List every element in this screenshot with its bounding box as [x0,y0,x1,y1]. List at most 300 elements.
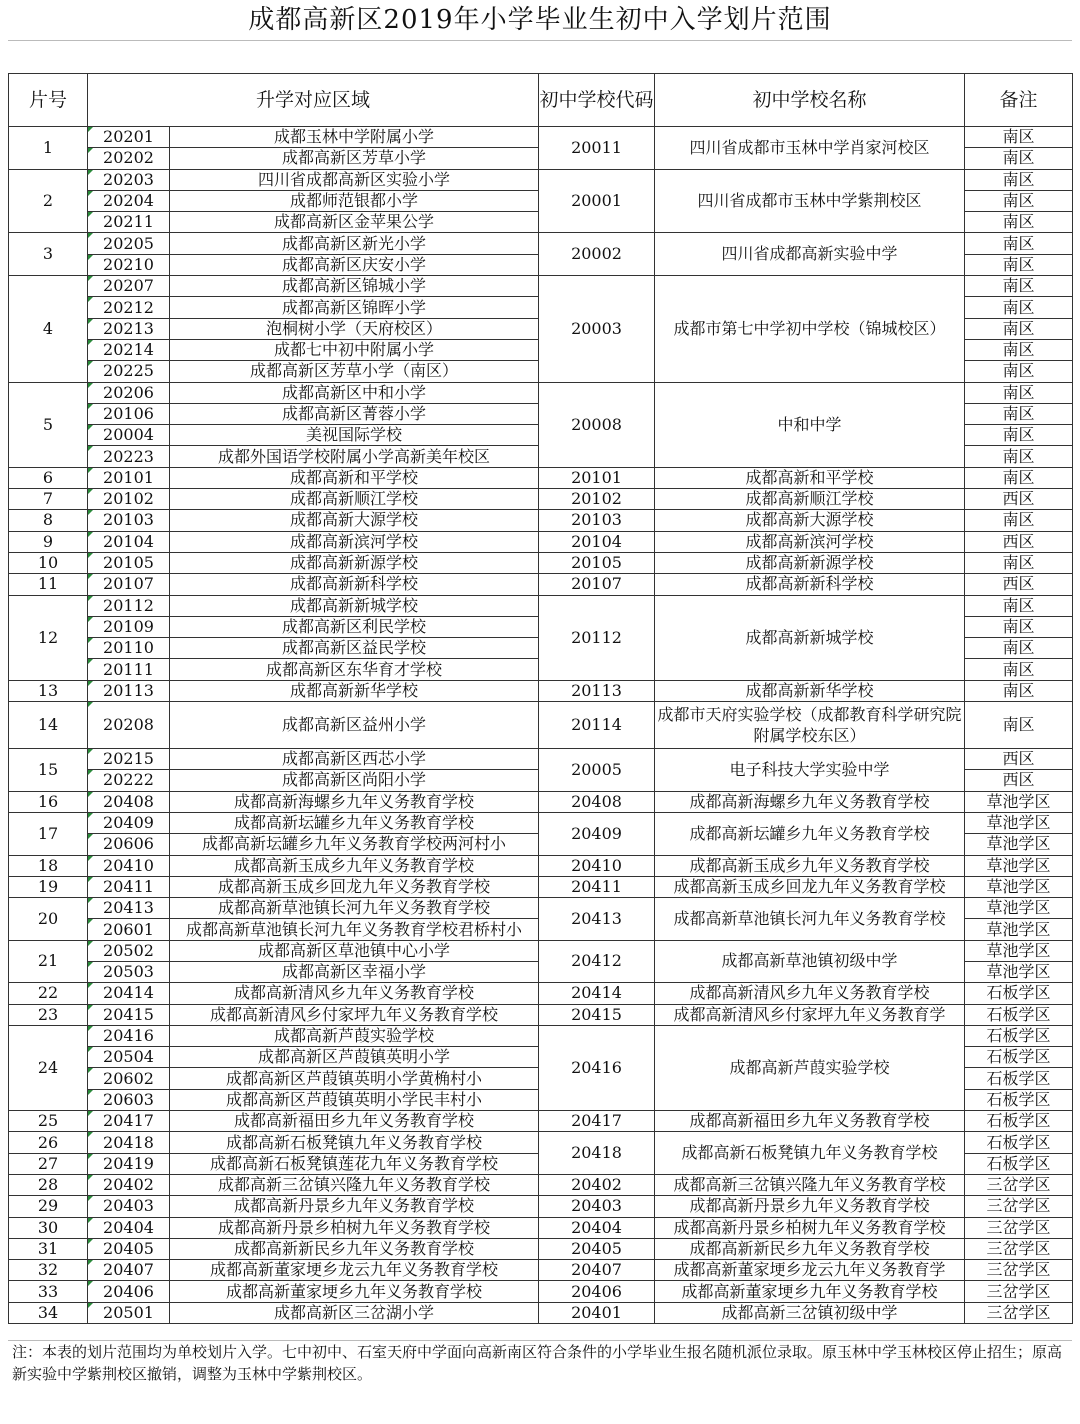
district-note: 石板学区 [965,1068,1073,1089]
middle-school-code: 20103 [539,510,655,531]
primary-school-name: 成都高新区芳草小学 [170,148,539,169]
primary-school-name: 成都高新新民乡九年义务教育学校 [170,1238,539,1259]
district-note: 石板学区 [965,1111,1073,1132]
middle-school-code: 20112 [539,595,655,680]
primary-school-code: 20409 [88,812,170,833]
primary-school-name: 成都高新玉成乡九年义务教育学校 [170,855,539,876]
primary-school-code: 20101 [88,467,170,488]
primary-school-name: 成都高新丹景乡九年义务教育学校 [170,1196,539,1217]
district-note: 石板学区 [965,1089,1073,1110]
table-row [9,855,1073,876]
district-note: 草池学区 [965,855,1073,876]
primary-school-name: 成都高新区三岔湖小学 [170,1302,539,1323]
middle-school-code: 20403 [539,1196,655,1217]
district-note: 南区 [965,212,1073,233]
table-row [9,876,1073,897]
middle-school-code: 20102 [539,489,655,510]
district-note: 南区 [965,361,1073,382]
table-row [9,749,1073,770]
primary-school-name: 成都高新区西芯小学 [170,749,539,770]
table-row [9,1281,1073,1302]
middle-school-name: 成都高新滨河学校 [655,531,965,552]
district-note: 石板学区 [965,983,1073,1004]
zone-number: 26 [9,1132,88,1153]
middle-school-code: 20414 [539,983,655,1004]
primary-school-name: 成都高新区芳草小学（南区） [170,361,539,382]
primary-school-code: 20603 [88,1089,170,1110]
district-note: 草池学区 [965,791,1073,812]
header-row [9,74,1073,127]
district-note: 三岔学区 [965,1281,1073,1302]
primary-school-code: 20601 [88,919,170,940]
district-note: 西区 [965,574,1073,595]
primary-school-code: 20404 [88,1217,170,1238]
middle-school-code: 20408 [539,791,655,812]
middle-school-name: 成都高新草池镇长河九年义务教育学校 [655,898,965,941]
primary-school-name: 成都高新区草池镇中心小学 [170,940,539,961]
table-row [9,1196,1073,1217]
primary-school-code: 20105 [88,552,170,573]
primary-school-code: 20110 [88,638,170,659]
primary-school-code: 20214 [88,339,170,360]
primary-school-name: 成都高新大源学校 [170,510,539,531]
table-row [9,1238,1073,1259]
district-note: 石板学区 [965,1047,1073,1068]
table-row [9,1302,1073,1323]
primary-school-code: 20225 [88,361,170,382]
primary-school-name: 成都高新董家埂乡龙云九年义务教育学校 [170,1260,539,1281]
district-note: 三岔学区 [965,1260,1073,1281]
primary-school-code: 20211 [88,212,170,233]
primary-school-code: 20004 [88,425,170,446]
header-area: 升学对应区域 [88,74,539,127]
zone-number: 24 [9,1025,88,1110]
district-note: 南区 [965,276,1073,297]
district-note: 三岔学区 [965,1174,1073,1195]
primary-school-code: 20203 [88,169,170,190]
primary-school-name: 成都高新区锦城小学 [170,276,539,297]
table-row [9,898,1073,919]
primary-school-name: 成都七中初中附属小学 [170,339,539,360]
middle-school-code: 20405 [539,1238,655,1259]
primary-school-code: 20419 [88,1153,170,1174]
district-note: 南区 [965,318,1073,339]
primary-school-name: 成都高新区益州小学 [170,702,539,749]
middle-school-code: 20104 [539,531,655,552]
header-middle-name: 初中学校名称 [655,74,965,127]
primary-school-code: 20411 [88,876,170,897]
middle-school-name: 中和中学 [655,382,965,467]
zone-number: 34 [9,1302,88,1323]
district-note: 南区 [965,552,1073,573]
middle-school-code: 20011 [539,127,655,170]
primary-school-code: 20410 [88,855,170,876]
middle-school-name: 成都高新新城学校 [655,595,965,680]
table-row [9,233,1073,254]
primary-school-code: 20202 [88,148,170,169]
primary-school-name: 成都高新区芦葭镇英明小学民丰村小 [170,1089,539,1110]
middle-school-name: 成都高新新科学校 [655,574,965,595]
zone-number: 17 [9,812,88,855]
zone-number: 7 [9,489,88,510]
primary-school-code: 20403 [88,1196,170,1217]
primary-school-code: 20204 [88,190,170,211]
primary-school-name: 成都高新滨河学校 [170,531,539,552]
primary-school-code: 20417 [88,1111,170,1132]
primary-school-code: 20210 [88,254,170,275]
page-title: 成都高新区2019年小学毕业生初中入学划片范围 [8,0,1072,41]
primary-school-code: 20414 [88,983,170,1004]
table-row [9,983,1073,1004]
middle-school-name: 成都高新顺江学校 [655,489,965,510]
middle-school-code: 20417 [539,1111,655,1132]
middle-school-name: 成都市第七中学初中学校（锦城校区） [655,276,965,382]
district-note: 草池学区 [965,812,1073,833]
district-note: 南区 [965,297,1073,318]
middle-school-name: 四川省成都市玉林中学肖家河校区 [655,127,965,170]
district-note: 南区 [965,702,1073,749]
zone-number: 9 [9,531,88,552]
primary-school-name: 成都高新坛罐乡九年义务教育学校 [170,812,539,833]
zone-number: 10 [9,552,88,573]
district-note: 三岔学区 [965,1217,1073,1238]
middle-school-code: 20411 [539,876,655,897]
table-row [9,127,1073,148]
primary-school-name: 成都高新区幸福小学 [170,961,539,982]
primary-school-name: 成都高新新城学校 [170,595,539,616]
middle-school-code: 20410 [539,855,655,876]
primary-school-name: 成都高新丹景乡柏树九年义务教育学校 [170,1217,539,1238]
primary-school-code: 20503 [88,961,170,982]
primary-school-name: 成都高新区锦晖小学 [170,297,539,318]
primary-school-code: 20112 [88,595,170,616]
middle-school-code: 20101 [539,467,655,488]
table-row [9,552,1073,573]
district-note: 草池学区 [965,898,1073,919]
primary-school-name: 成都高新区益民学校 [170,638,539,659]
zone-number: 5 [9,382,88,467]
zone-number: 8 [9,510,88,531]
middle-school-name: 成都高新董家埂乡龙云九年义务教育学 [655,1260,965,1281]
table-row [9,1132,1073,1153]
district-note: 南区 [965,169,1073,190]
table-row [9,791,1073,812]
middle-school-name: 成都高新新源学校 [655,552,965,573]
primary-school-name: 成都高新石板凳镇莲花九年义务教育学校 [170,1153,539,1174]
district-note: 草池学区 [965,834,1073,855]
primary-school-code: 20418 [88,1132,170,1153]
primary-school-code: 20215 [88,749,170,770]
district-note: 南区 [965,127,1073,148]
primary-school-code: 20106 [88,403,170,424]
middle-school-code: 20002 [539,233,655,276]
middle-school-code: 20402 [539,1174,655,1195]
middle-school-name: 成都高新石板凳镇九年义务教育学校 [655,1132,965,1175]
middle-school-name: 成都高新玉成乡九年义务教育学校 [655,855,965,876]
primary-school-name: 成都高新福田乡九年义务教育学校 [170,1111,539,1132]
primary-school-code: 20415 [88,1004,170,1025]
zone-number: 1 [9,127,88,170]
primary-school-code: 20208 [88,702,170,749]
zone-number: 27 [9,1153,88,1174]
primary-school-code: 20109 [88,616,170,637]
primary-school-code: 20402 [88,1174,170,1195]
zone-number: 32 [9,1260,88,1281]
header-no: 片号 [9,74,88,127]
primary-school-name: 成都师范银都小学 [170,190,539,211]
zone-number: 3 [9,233,88,276]
zone-number: 14 [9,702,88,749]
primary-school-name: 成都高新区新光小学 [170,233,539,254]
middle-school-code: 20409 [539,812,655,855]
table-row [9,812,1073,833]
table-row [9,382,1073,403]
district-note: 三岔学区 [965,1238,1073,1259]
middle-school-name: 成都高新三岔镇初级中学 [655,1302,965,1323]
middle-school-name: 成都高新和平学校 [655,467,965,488]
table-row [9,531,1073,552]
zone-number: 15 [9,749,88,792]
middle-school-name: 成都高新丹景乡柏树九年义务教育学校 [655,1217,965,1238]
district-note: 南区 [965,233,1073,254]
table-row [9,276,1073,297]
district-note: 西区 [965,489,1073,510]
middle-school-name: 成都高新草池镇初级中学 [655,940,965,983]
zone-number: 12 [9,595,88,680]
header-note: 备注 [965,74,1073,127]
zone-number: 23 [9,1004,88,1025]
zone-number: 13 [9,680,88,701]
table-row [9,1111,1073,1132]
zone-number: 22 [9,983,88,1004]
middle-school-name: 成都高新大源学校 [655,510,965,531]
middle-school-code: 20404 [539,1217,655,1238]
district-note: 南区 [965,446,1073,467]
primary-school-code: 20408 [88,791,170,812]
primary-school-name: 成都高新玉成乡回龙九年义务教育学校 [170,876,539,897]
primary-school-code: 20502 [88,940,170,961]
middle-school-code: 20416 [539,1025,655,1110]
zone-number: 28 [9,1174,88,1195]
middle-school-name: 成都市天府实验学校（成都教育科学研究院附属学校东区） [655,702,965,749]
district-note: 南区 [965,425,1073,446]
primary-school-name: 成都高新海螺乡九年义务教育学校 [170,791,539,812]
primary-school-code: 20602 [88,1068,170,1089]
district-table [8,73,1073,1324]
district-note: 南区 [965,680,1073,701]
primary-school-name: 成都高新清风乡付家坪九年义务教育学校 [170,1004,539,1025]
table-row [9,169,1073,190]
primary-school-name: 成都高新新源学校 [170,552,539,573]
zone-number: 20 [9,898,88,941]
primary-school-name: 成都高新草池镇长河九年义务教育学校 [170,898,539,919]
primary-school-code: 20107 [88,574,170,595]
primary-school-code: 20501 [88,1302,170,1323]
middle-school-name: 四川省成都市玉林中学紫荆校区 [655,169,965,233]
district-note: 南区 [965,595,1073,616]
primary-school-code: 20405 [88,1238,170,1259]
middle-school-name: 成都高新清风乡九年义务教育学校 [655,983,965,1004]
primary-school-name: 成都高新顺江学校 [170,489,539,510]
middle-school-name: 四川省成都高新实验中学 [655,233,965,276]
zone-number: 25 [9,1111,88,1132]
blank-row [8,41,1072,73]
table-row [9,574,1073,595]
primary-school-name: 美视国际学校 [170,425,539,446]
middle-school-name: 成都高新清风乡付家坪九年义务教育学 [655,1004,965,1025]
primary-school-name: 成都高新区庆安小学 [170,254,539,275]
primary-school-name: 成都高新区尚阳小学 [170,770,539,791]
district-note: 三岔学区 [965,1196,1073,1217]
middle-school-name: 成都高新丹景乡九年义务教育学校 [655,1196,965,1217]
middle-school-code: 20003 [539,276,655,382]
zone-number: 6 [9,467,88,488]
middle-school-code: 20005 [539,749,655,792]
table-row [9,489,1073,510]
primary-school-code: 20104 [88,531,170,552]
primary-school-code: 20407 [88,1260,170,1281]
middle-school-name: 成都高新董家埂乡九年义务教育学校 [655,1281,965,1302]
district-note: 草池学区 [965,876,1073,897]
table-row [9,510,1073,531]
primary-school-code: 20102 [88,489,170,510]
primary-school-name: 泡桐树小学（天府校区） [170,318,539,339]
zone-number: 33 [9,1281,88,1302]
middle-school-code: 20412 [539,940,655,983]
district-note: 三岔学区 [965,1302,1073,1323]
middle-school-code: 20107 [539,574,655,595]
zone-number: 30 [9,1217,88,1238]
middle-school-name: 成都高新三岔镇兴隆九年义务教育学校 [655,1174,965,1195]
primary-school-name: 成都高新区芦葭镇英明小学黄桷村小 [170,1068,539,1089]
primary-school-name: 成都高新和平学校 [170,467,539,488]
table-row [9,702,1073,749]
district-note: 南区 [965,510,1073,531]
primary-school-code: 20206 [88,382,170,403]
zone-number: 21 [9,940,88,983]
primary-school-name: 成都高新坛罐乡九年义务教育学校两河村小 [170,834,539,855]
primary-school-code: 20201 [88,127,170,148]
primary-school-name: 成都高新区菁蓉小学 [170,403,539,424]
primary-school-name: 成都高新新华学校 [170,680,539,701]
primary-school-name: 成都高新石板凳镇九年义务教育学校 [170,1132,539,1153]
table-row [9,1025,1073,1046]
primary-school-code: 20103 [88,510,170,531]
header-middle-code: 初中学校代码 [539,74,655,127]
primary-school-code: 20222 [88,770,170,791]
primary-school-code: 20213 [88,318,170,339]
primary-school-code: 20413 [88,898,170,919]
primary-school-code: 20207 [88,276,170,297]
primary-school-name: 成都外国语学校附属小学高新美年校区 [170,446,539,467]
middle-school-code: 20415 [539,1004,655,1025]
middle-school-code: 20001 [539,169,655,233]
primary-school-name: 成都高新新科学校 [170,574,539,595]
district-note: 草池学区 [965,961,1073,982]
district-note: 石板学区 [965,1004,1073,1025]
primary-school-name: 成都高新区芦葭镇英明小学 [170,1047,539,1068]
table-row [9,595,1073,616]
table-row [9,680,1073,701]
primary-school-name: 成都高新芦葭实验学校 [170,1025,539,1046]
spreadsheet [8,0,1072,1385]
primary-school-name: 成都高新区东华育才学校 [170,659,539,680]
middle-school-code: 20401 [539,1302,655,1323]
primary-school-name: 成都高新区金苹果公学 [170,212,539,233]
middle-school-name: 成都高新芦葭实验学校 [655,1025,965,1110]
middle-school-name: 成都高新玉成乡回龙九年义务教育学校 [655,876,965,897]
primary-school-name: 成都玉林中学附属小学 [170,127,539,148]
table-row [9,1260,1073,1281]
zone-number: 11 [9,574,88,595]
table-row [9,940,1073,961]
table-body [9,127,1073,1324]
middle-school-name: 成都高新福田乡九年义务教育学校 [655,1111,965,1132]
district-note: 西区 [965,749,1073,770]
primary-school-code: 20111 [88,659,170,680]
middle-school-code: 20406 [539,1281,655,1302]
primary-school-code: 20205 [88,233,170,254]
middle-school-name: 成都高新新华学校 [655,680,965,701]
district-note: 南区 [965,616,1073,637]
district-note: 南区 [965,382,1073,403]
district-note: 草池学区 [965,940,1073,961]
district-note: 西区 [965,770,1073,791]
middle-school-name: 电子科技大学实验中学 [655,749,965,792]
primary-school-code: 20606 [88,834,170,855]
district-note: 南区 [965,339,1073,360]
zone-number: 31 [9,1238,88,1259]
primary-school-code: 20504 [88,1047,170,1068]
district-note: 南区 [965,659,1073,680]
primary-school-name: 成都高新区中和小学 [170,382,539,403]
district-note: 石板学区 [965,1153,1073,1174]
district-note: 草池学区 [965,919,1073,940]
zone-number: 19 [9,876,88,897]
district-note: 南区 [965,190,1073,211]
primary-school-code: 20223 [88,446,170,467]
district-note: 石板学区 [965,1132,1073,1153]
district-note: 南区 [965,467,1073,488]
table-row [9,1174,1073,1195]
middle-school-code: 20105 [539,552,655,573]
zone-number: 18 [9,855,88,876]
district-note: 南区 [965,403,1073,424]
footnote: 注：本表的划片范围均为单校划片入学。七中初中、石室天府中学面向高新南区符合条件的小学毕业生报名随机派位录取。原玉林中学玉林校区停止招生；原高新实验中学紫荆校区撤销，调整为玉林中学紫荆校区。 [8,1340,1072,1385]
zone-number: 4 [9,276,88,382]
primary-school-code: 20416 [88,1025,170,1046]
primary-school-code: 20113 [88,680,170,701]
primary-school-name: 成都高新三岔镇兴隆九年义务教育学校 [170,1174,539,1195]
district-note: 南区 [965,148,1073,169]
primary-school-name: 成都高新区利民学校 [170,616,539,637]
primary-school-code: 20212 [88,297,170,318]
primary-school-name: 成都高新董家埂乡九年义务教育学校 [170,1281,539,1302]
zone-number: 2 [9,169,88,233]
table-row [9,467,1073,488]
primary-school-name: 四川省成都高新区实验小学 [170,169,539,190]
district-note: 南区 [965,638,1073,659]
middle-school-code: 20113 [539,680,655,701]
middle-school-code: 20418 [539,1132,655,1175]
middle-school-code: 20008 [539,382,655,467]
middle-school-code: 20407 [539,1260,655,1281]
middle-school-name: 成都高新坛罐乡九年义务教育学校 [655,812,965,855]
middle-school-code: 20114 [539,702,655,749]
middle-school-name: 成都高新新民乡九年义务教育学校 [655,1238,965,1259]
district-note: 西区 [965,531,1073,552]
primary-school-name: 成都高新草池镇长河九年义务教育学校君桥村小 [170,919,539,940]
